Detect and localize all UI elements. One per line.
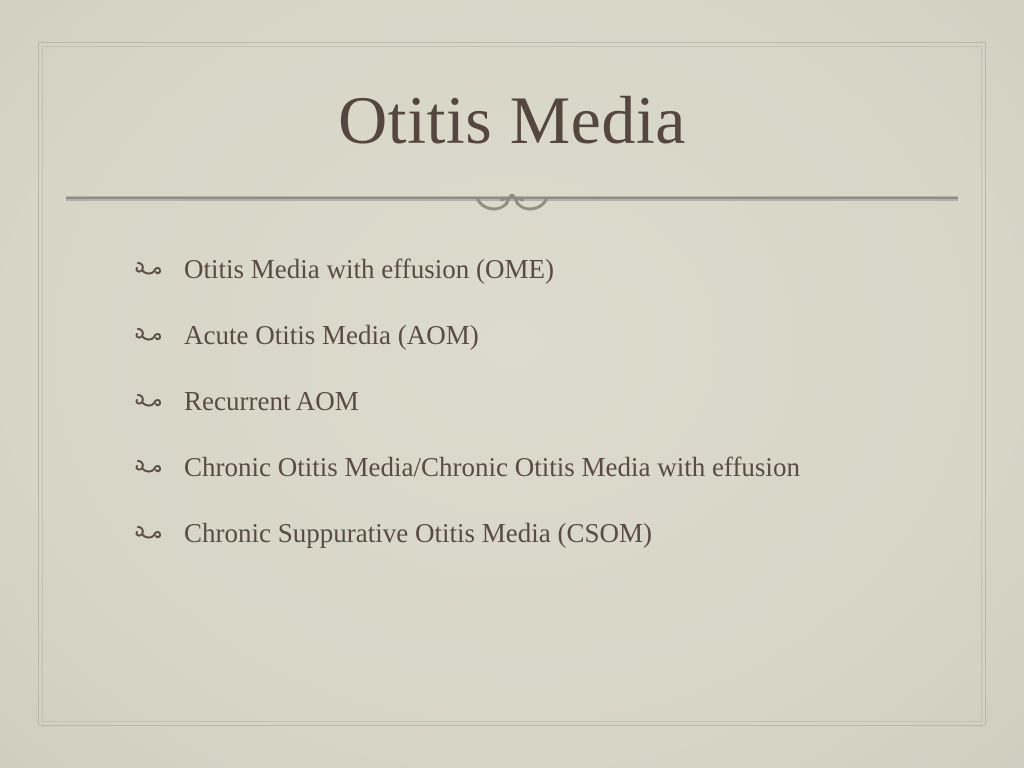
list-item: [132, 236, 992, 302]
fleuron-bullet-icon: [132, 259, 184, 279]
bullet-text: Chronic Suppurative Otitis Media (CSOM): [184, 517, 652, 548]
list-item: [132, 500, 992, 566]
bullet-text: Acute Otitis Media (AOM): [184, 319, 479, 350]
list-item: [132, 368, 992, 434]
list-item: [132, 434, 992, 500]
fleuron-bullet-icon: [132, 457, 184, 477]
bullet-list: [132, 236, 992, 566]
scroll-ornament-icon: [478, 194, 546, 209]
list-item: [132, 302, 992, 368]
bullet-text: Otitis Media with effusion (OME): [184, 253, 554, 284]
slide-title: Otitis Media: [338, 82, 686, 158]
fleuron-bullet-icon: [132, 325, 184, 345]
bullet-text: Recurrent AOM: [184, 385, 359, 416]
bullet-text: Chronic Otitis Media/Chronic Otitis Media with effusion: [184, 451, 800, 482]
fleuron-bullet-icon: [132, 391, 184, 411]
title-divider-ornament: [66, 194, 958, 214]
fleuron-bullet-icon: [132, 523, 184, 543]
